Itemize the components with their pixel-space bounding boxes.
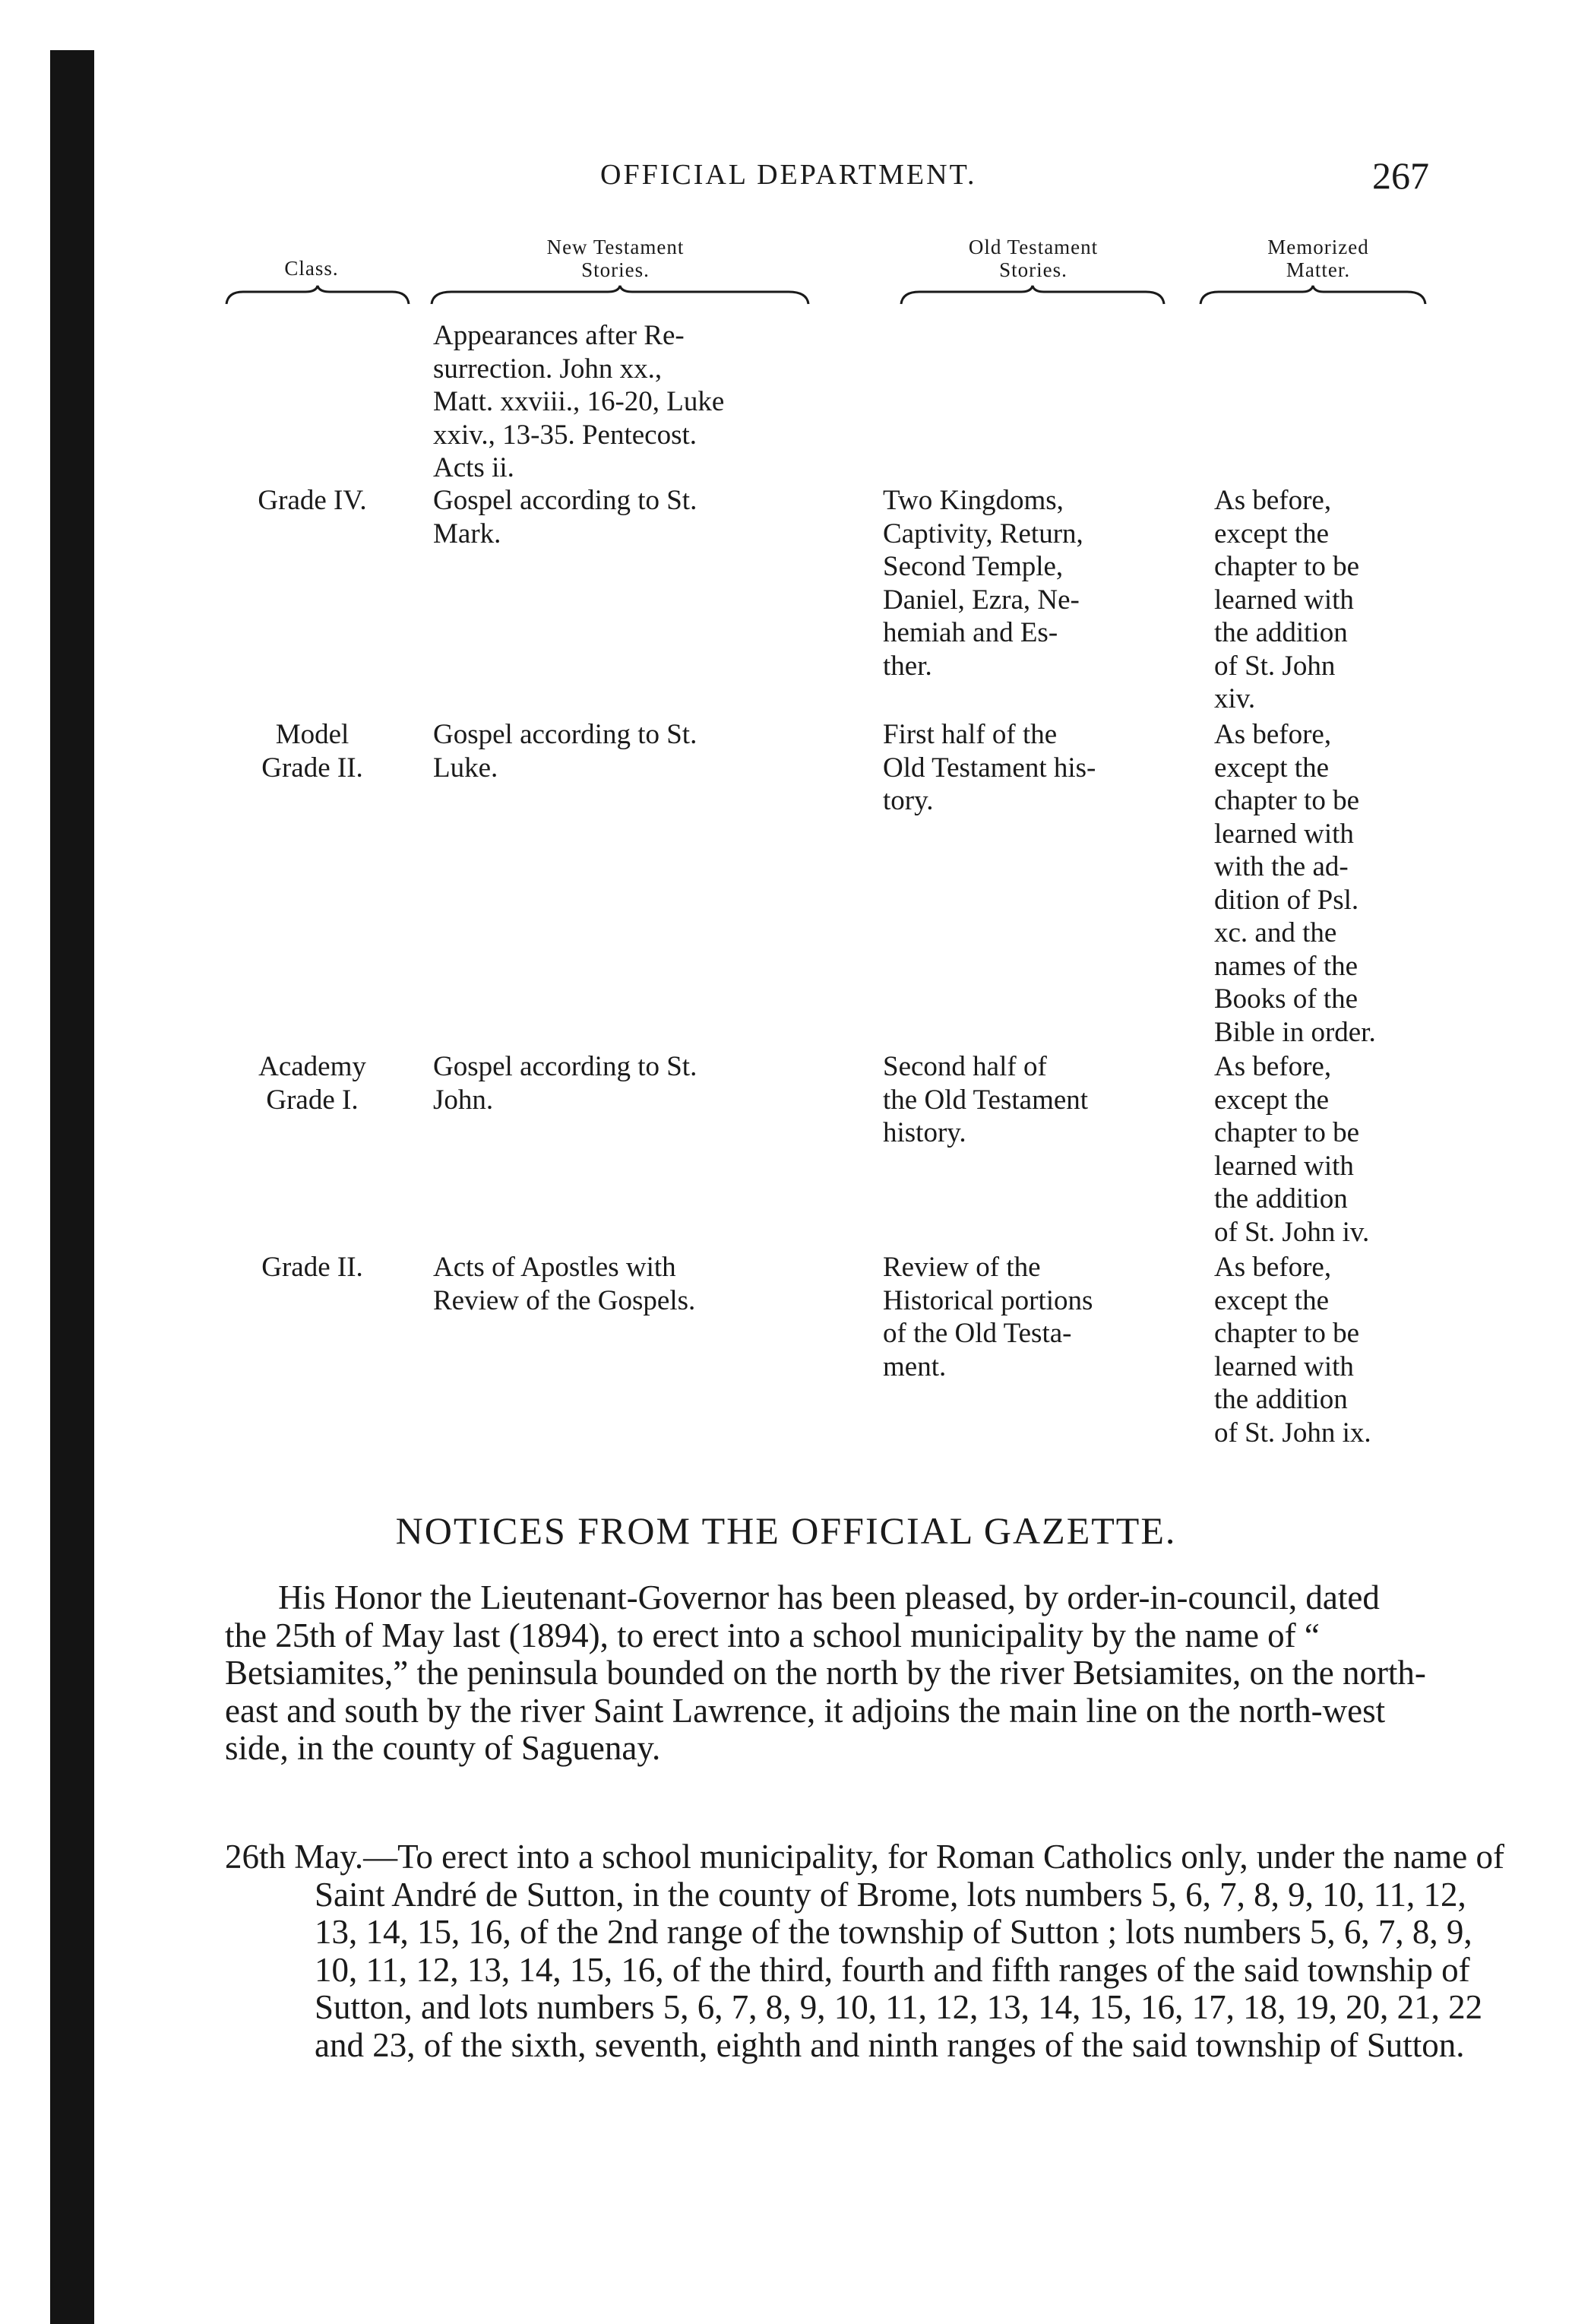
book-spine-shadow (50, 50, 94, 2324)
header-class: Class. (284, 257, 339, 280)
row-memorized: As before, except the chapter to be learned with with the ad- dition of Psl. xc. and the names of the Books of the Bible in order. (1214, 719, 1376, 1048)
continuation-new-testament: Appearances after Re- surrection. John xx., Matt. xxviii., 16-20, Luke xxiv., 13-35. Pentecost. Acts ii. (433, 320, 725, 483)
row-memorized: As before, except the chapter to be learned with the addition of St. John iv. (1214, 1051, 1370, 1248)
row-memorized: As before, except the chapter to be learned with the addition of St. John ix. (1214, 1252, 1371, 1449)
brace-class (225, 284, 410, 307)
row-new-testament: Gospel according to St. Luke. (433, 719, 697, 784)
row-class-grade-iv: Grade IV. (258, 485, 367, 516)
header-new-testament: New Testament Stories. (546, 236, 685, 281)
row-old-testament: First half of the Old Testament his- tory. (883, 719, 1096, 816)
row-new-testament: Gospel according to St. John. (433, 1051, 697, 1116)
row-new-testament: Gospel according to St. Mark. (433, 485, 697, 549)
row-class-academy-grade-i: Academy Grade I. (258, 1051, 366, 1116)
row-class-model-grade-ii: Model Grade II. (261, 719, 363, 784)
row-new-testament: Acts of Apostles with Review of the Gospels. (433, 1252, 696, 1316)
row-memorized: As before, except the chapter to be learned with the addition of St. John xiv. (1214, 485, 1360, 714)
running-head (0, 154, 1572, 204)
row-old-testament: Review of the Historical portions of the Old Testa- ment. (883, 1252, 1093, 1382)
brace-old-testament (900, 284, 1166, 307)
header-old-testament: Old Testament Stories. (968, 236, 1099, 281)
brace-memorized (1199, 284, 1427, 307)
brace-new-testament (430, 284, 810, 307)
row-old-testament: Two Kingdoms, Captivity, Return, Second Temple, Daniel, Ezra, Ne- hemiah and Es- ther. (883, 485, 1083, 682)
header-memorized: Memorized Matter. (1267, 236, 1369, 281)
notice-paragraph-betsiamites: His Honor the Lieutenant-Governor has been pleased, by order-in-council, dated the 25th of May last (1894), to erect into a school municipality by the name of “ Betsiamites,” the peninsula bounded on the north by the river Betsiamites, on the north-east and south by the river Saint Lawrence, it adjoins the main line on the north-west side, in the county of Saguenay. (225, 1578, 1426, 1767)
page-number: 267 (1372, 154, 1429, 197)
notice-paragraph-saint-andre: 26th May.—To erect into a school municipality, for Roman Catholics only, under the name of Saint André de Sutton, in the county of Brome, lots numbers 5, 6, 7, 8, 9, 10, 11, 12, 13, 14, 15, 16, of the 2nd range of the township of Sutton ; lots numbers 5, 6, 7, 8, 9, 10, 11, 12, 13, 14, 15, 16, of the third, fourth and fifth ranges of the said township of Sutton, and lots numbers 5, 6, 7, 8, 9, 10, 11, 12, 13, 14, 15, 16, 17, 18, 19, 20, 21, 22 and 23, of the sixth, seventh, eighth and ninth ranges of the said township of Sutton. (225, 1838, 1504, 2064)
row-old-testament: Second half of the Old Testament history. (883, 1051, 1089, 1148)
running-head-title: OFFICIAL DEPARTMENT. (600, 159, 977, 191)
section-heading: NOTICES FROM THE OFFICIAL GAZETTE. (395, 1509, 1177, 1552)
row-class-grade-ii: Grade II. (261, 1252, 363, 1283)
